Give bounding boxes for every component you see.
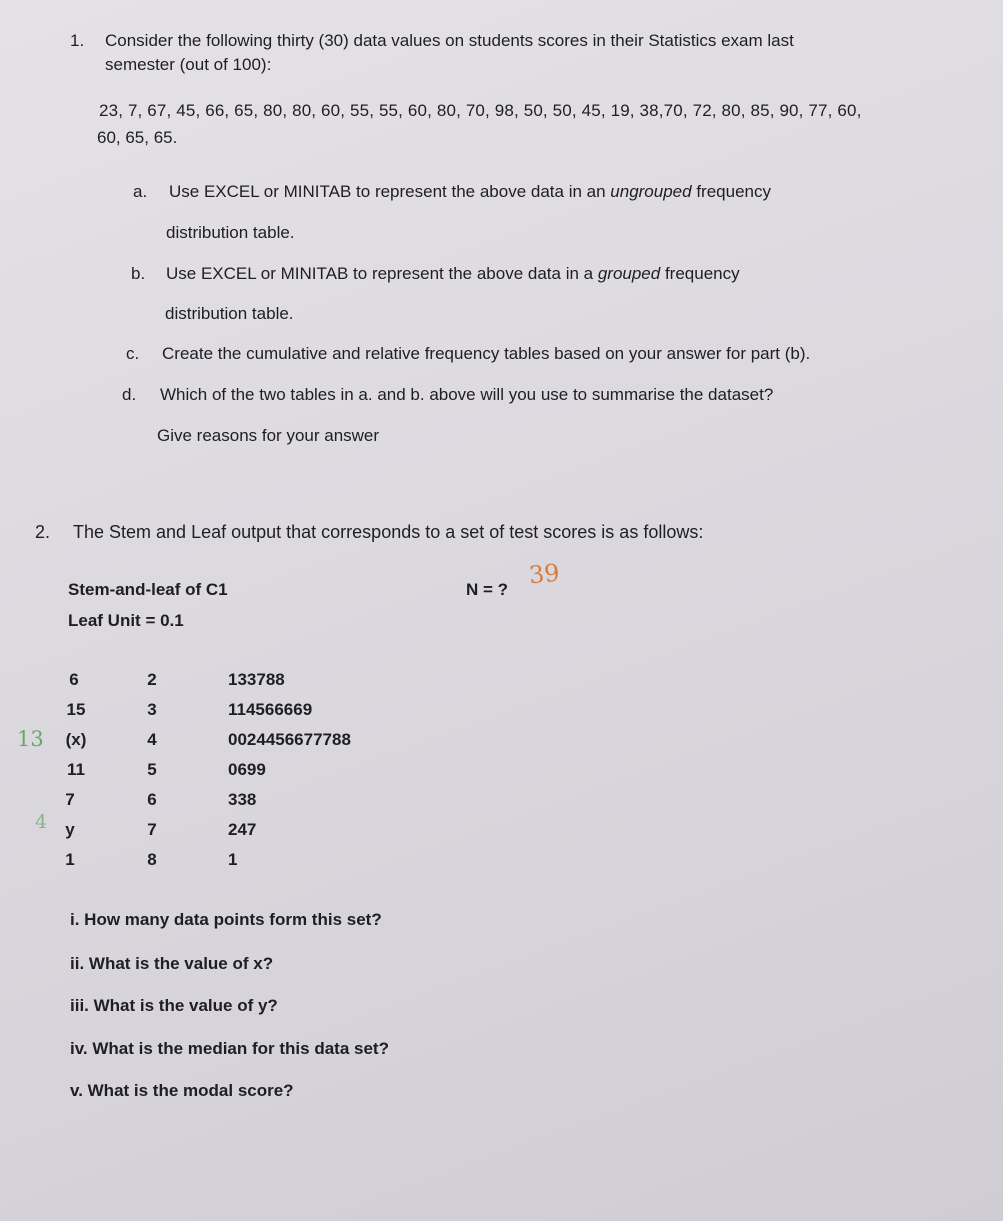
leaf-cell: 114566669 bbox=[228, 700, 313, 719]
sub-question-v: v. What is the modal score? bbox=[70, 1081, 294, 1100]
stem-cell: 6 bbox=[147, 790, 157, 809]
q1-part-b-text: Use EXCEL or MINITAB to represent the above data in a bbox=[166, 264, 598, 283]
q1-prompt-line2: semester (out of 100): bbox=[105, 55, 272, 74]
q1-part-c-letter: c. bbox=[126, 344, 140, 363]
sub-question-iii: iii. What is the value of y? bbox=[70, 996, 278, 1015]
stem-cell: 2 bbox=[147, 670, 157, 689]
stem-cell: 4 bbox=[147, 730, 157, 749]
q1-data-line1: 23, 7, 67, 45, 66, 65, 80, 80, 60, 55, 55, 60, 80, 70, 98, 50, 50, 45, 19, 38,70, 72, 80, 85, 90, 77, 60, bbox=[99, 101, 862, 120]
n-label: N = ? bbox=[466, 580, 509, 599]
q2-number: 2. bbox=[35, 522, 51, 542]
leaf-cell: 1 bbox=[228, 850, 238, 869]
q1-number: 1. bbox=[70, 31, 85, 50]
leaf-cell: 338 bbox=[228, 790, 257, 809]
stem-cell: 5 bbox=[147, 760, 157, 779]
q1-prompt-line1: Consider the following thirty (30) data values on students scores in their Statistics exam last bbox=[105, 31, 794, 50]
q1-part-d-line1: Which of the two tables in a. and b. above will you use to summarise the dataset? bbox=[160, 385, 774, 404]
depth-cell: y bbox=[65, 820, 75, 839]
depth-cell: 15 bbox=[66, 700, 86, 719]
q1-part-a-emphasis: ungrouped bbox=[610, 182, 692, 201]
stem-cell: 7 bbox=[147, 820, 157, 839]
sub-question-i: i. How many data points form this set? bbox=[70, 910, 382, 929]
depth-cell: (x) bbox=[65, 730, 87, 749]
q1-part-a-letter: a. bbox=[133, 182, 148, 201]
leaf-cell: 133788 bbox=[228, 670, 285, 689]
stem-cell: 3 bbox=[147, 700, 157, 719]
handwritten-y-answer: 4 bbox=[35, 811, 48, 833]
q1-part-a-line2: distribution table. bbox=[166, 223, 295, 242]
q1-part-b-line1 bbox=[166, 264, 740, 284]
q1-part-d-line2: Give reasons for your answer bbox=[157, 426, 380, 445]
q1-part-a-line1 bbox=[169, 182, 771, 202]
q1-part-b-letter: b. bbox=[131, 264, 146, 283]
depth-cell: 6 bbox=[69, 670, 79, 689]
handwritten-x-answer: 13 bbox=[17, 727, 44, 751]
q1-part-a-text: Use EXCEL or MINITAB to represent the above data in an bbox=[169, 182, 611, 201]
leaf-cell: 0699 bbox=[228, 760, 266, 779]
depth-cell: 11 bbox=[67, 760, 85, 779]
q1-part-d-letter: d. bbox=[122, 385, 137, 404]
q1-part-a-text-end: frequency bbox=[691, 182, 771, 201]
leaf-unit: Leaf Unit = 0.1 bbox=[68, 611, 184, 630]
handwritten-n-answer: 39 bbox=[527, 558, 561, 590]
depth-cell: 7 bbox=[65, 790, 75, 809]
q1-part-b-text-end: frequency bbox=[660, 264, 740, 283]
stem-cell: 8 bbox=[147, 850, 157, 869]
q1-data-line2: 60, 65, 65. bbox=[97, 128, 178, 147]
sub-question-ii: ii. What is the value of x? bbox=[70, 954, 274, 973]
leaf-cell: 247 bbox=[228, 820, 257, 839]
sub-question-iv: iv. What is the median for this data set? bbox=[70, 1039, 389, 1058]
stem-leaf-title: Stem-and-leaf of C1 bbox=[68, 580, 228, 599]
q1-part-c-line1: Create the cumulative and relative frequency tables based on your answer for part (b). bbox=[162, 344, 811, 363]
depth-cell: 1 bbox=[65, 850, 75, 869]
q2-prompt: The Stem and Leaf output that corresponds to a set of test scores is as follows: bbox=[73, 522, 704, 542]
q1-part-b-emphasis: grouped bbox=[597, 264, 661, 283]
leaf-cell: 0024456677788 bbox=[228, 730, 351, 749]
q1-part-b-line2: distribution table. bbox=[165, 304, 294, 323]
